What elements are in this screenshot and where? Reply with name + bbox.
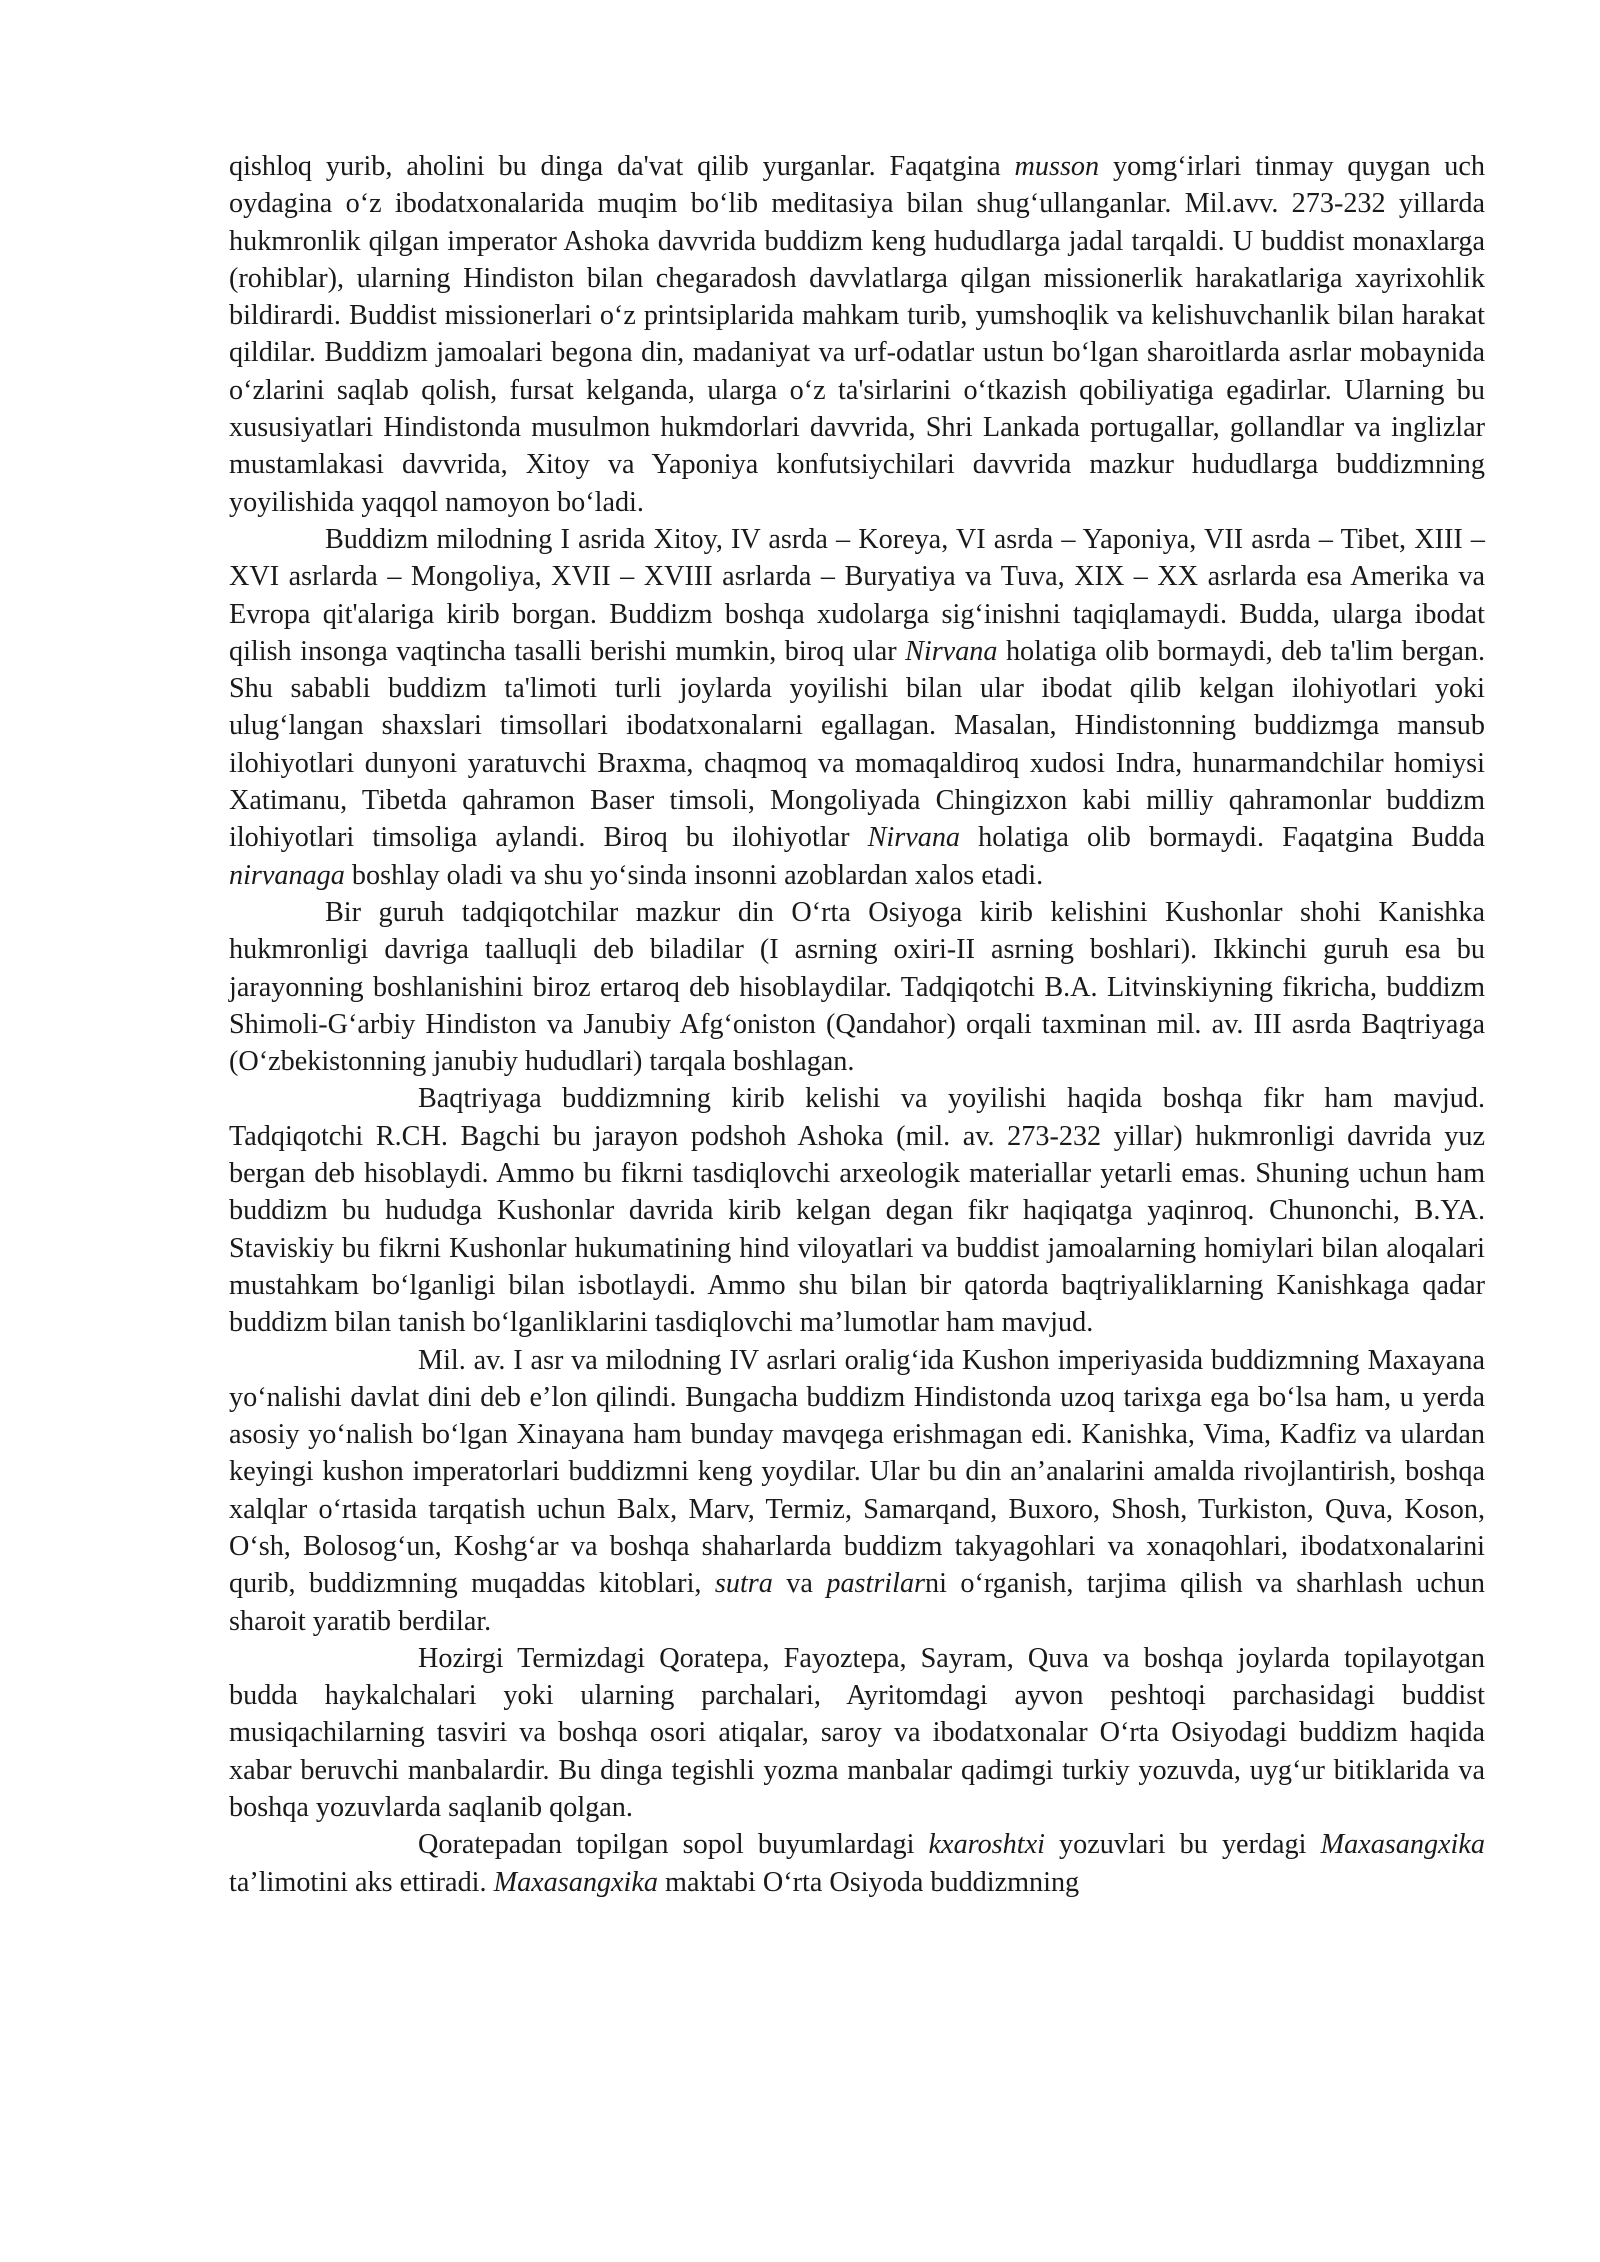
text-run: Mil. av. I asr va milodning IV asrlari oralig‘ida Kushon imperiyasida buddizmning Maxayana yo‘nalishi davlat dini deb e’lon qilindi. Bungacha buddizm Hindistonda uzoq tarixga ega bo‘lsa ham, u yerda asosiy yo‘nalish bo‘lgan Xinayana ham bunday mavqega erishmagan edi. Kanishka, Vima, Kadfiz va ulardan keyingi kushon imperatorlari buddizmni keng yoydilar. Ular bu din an’analarini amalda rivojlantirish, boshqa xalqlar o‘rtasida tarqatish uchun Balx, Marv, Termiz, Samarqand, Buxoro, Shosh, Turkiston, Quva, Koson, O‘sh, Bolosog‘un, Koshg‘ar va boshqa shaharlarda buddizm takyagohlari va xonaqohlari, ibodatxonalarini qurib, buddizmning muqaddas kitoblari,: [229, 1344, 1485, 1600]
italic-term: kxaroshtxi: [928, 1829, 1045, 1861]
text-run: Qoratepadan topilgan sopol buyumlardagi: [418, 1829, 929, 1861]
italic-term: Maxasangxika: [1320, 1829, 1485, 1861]
text-run: boshlay oladi va shu yo‘sinda insonni azoblardan xalos etadi.: [344, 859, 1044, 891]
text-run: va: [772, 1568, 827, 1600]
text-run: ni o‘rganish, tarjima qilish va sharhlash uchun sharoit yaratib berdilar.: [229, 1568, 1485, 1637]
italic-term: Nirvana: [867, 822, 961, 854]
text-run: yomg‘irlari tinmay quygan uch oydagina o‘z ibodatxonalarida muqim bo‘lib meditasiya bilan shug‘ullanganlar. Mil.avv. 273-232 yillarda hukmronlik qilgan imperator Ashoka davvrida buddizm keng hududlarga jadal tarqaldi. U buddist monaxlarga (rohiblar), ularning Hindiston bilan chegaradosh davvlatlarga qilgan missionerlik harakatlariga xayrixohlik bildirardi. Buddist missionerlari o‘z printsiplarida mahkam turib, yumshoqlik va kelishuvchanlik bilan harakat qildilar. Buddizm jamoalari begona din, madaniyat va urf-odatlar ustun bo‘lgan sharoitlarda asrlar mobaynida o‘zlarini saqlab qolish, fursat kelganda, ularga o‘z ta'sirlarini o‘tkazish qobiliyatiga egadirlar. Ularning bu xususiyatlari Hindistonda musulmon hukmdorlari davvrida, Shri Lankada portugallar, gollandlar va inglizlar mustamlakasi davvrida, Xitoy va Yaponiya konfutsiychilari davvrida mazkur hududlarga buddizmning yoyilishida yaqqol namoyon bo‘ladi.: [229, 151, 1485, 518]
text-run: holatiga olib bormaydi, deb ta'lim bergan. Shu sababli buddizm ta'limoti turli joylarda yoyilishi bilan ular ibodat qilib kelgan ilohiyotlari yoki ulug‘langan shaxslari timsollari ibodatxonalarni egallagan. Masalan, Hindistonning buddizmga mansub ilohiyotlari dunyoni yaratuvchi Braxma, chaqmoq va momaqaldiroq xudosi Indra, hunarmandchilar homiysi Xatimanu, Tibetda qahramon Baser timsoli, Mongoliyada Chingizxon kabi milliy qahramonlar buddizm ilohiyotlari timsoliga aylandi. Biroq bu ilohiyotlar: [229, 635, 1485, 854]
paragraph-7: [229, 1826, 1485, 1901]
paragraph-3: [229, 894, 1485, 1080]
text-run: maktabi O‘rta Osiyoda buddizmning: [657, 1866, 1080, 1898]
text-run: Buddizm milodning I asrida Xitoy, IV asrda – Koreya, VI asrda – Yaponiya, VII asrda – Tibet, XIII – XVI asrlarda – Mongoliya, XVII – XVIII asrlarda – Buryatiya va Tuva, XIX – XX asrlarda esa Amerika va Evropa qit'alariga kirib borgan. Buddizm boshqa xudolarga sig‘inishni taqiqlamaydi. Budda, ularga ibodat qilish insonga vaqtincha tasalli berishi mumkin, biroq ular: [229, 523, 1485, 667]
document-page: [229, 148, 1485, 1901]
text-run: holatiga olib bormaydi. Faqatgina Budda: [960, 822, 1485, 854]
italic-term: Maxasangxika: [493, 1866, 658, 1898]
text-run: ta’limotini aks ettiradi.: [229, 1866, 494, 1898]
italic-term: nirvanaga: [229, 859, 345, 891]
italic-term: musson: [1014, 151, 1100, 182]
paragraph-1: [229, 148, 1485, 521]
text-run: Baqtriyaga buddizmning kirib kelishi va yoyilishi haqida boshqa fikr ham mavjud. Tadqiqotchi R.CH. Bagchi bu jarayon podshoh Ashoka (mil. av. 273-232 yillar) hukmronligi davrida yuz bergan deb hisoblaydi. Ammo bu fikrni tasdiqlovchi arxeologik materiallar yetarli emas. Shuning uchun ham buddizm bu hududga Kushonlar davrida kirib kelgan degan fikr haqiqatga yaqinroq. Chunonchi, B.YA. Staviskiy bu fikrni Kushonlar hukumatining hind viloyatlari va buddist jamoalarning homiylari bilan aloqalari mustahkam bo‘lganligi bilan isbotlaydi. Ammo shu bilan bir qatorda baqtriyaliklarning Kanishkaga qadar buddizm bilan tanish bo‘lganliklarini tasdiqlovchi ma’lumotlar ham mavjud.: [229, 1083, 1485, 1339]
text-run: yozuvlari bu yerdagi: [1044, 1829, 1321, 1861]
paragraph-5: [229, 1342, 1485, 1640]
text-run: Hozirgi Termizdagi Qoratepa, Fayoztepa, Sayram, Quva va boshqa joylarda topilayotgan budda haykalchalari yoki ularning parchalari, Ayritomdagi ayvon peshtoqi parchasidagi buddist musiqachilarning tasviri va boshqa osori atiqalar, saroy va ibodatxonalar O‘rta Osiyodagi buddizm haqida xabar beruvchi manbalardir. Bu dinga tegishli yozma manbalar qadimgi turkiy yozuvda, uyg‘ur bitiklarida va boshqa yozuvlarda saqlanib qolgan.: [229, 1642, 1485, 1824]
paragraph-4: [229, 1080, 1485, 1341]
paragraph-2: [229, 521, 1485, 894]
italic-term: pastrilar: [826, 1568, 926, 1600]
text-run: Bir guruh tadqiqotchilar mazkur din O‘rta Osiyoga kirib kelishini Kushonlar shohi Kanishka hukmronligi davriga taalluqli deb biladilar (I asrning oxiri-II asrning boshlari). Ikkinchi guruh esa bu jarayonning boshlanishini biroz ertaroq deb hisoblaydilar. Tadqiqotchi B.A. Litvinskiyning fikricha, buddizm Shimoli-G‘arbiy Hindiston va Janubiy Afg‘oniston (Qandahor) orqali taxminan mil. av. III asrda Baqtriyaga (O‘zbekistonning janubiy hududlari) tarqala boshlagan.: [229, 896, 1485, 1078]
text-run: qishloq yurib, aholini bu dinga da'vat qilib yurganlar. Faqatgina: [229, 151, 1015, 182]
italic-term: sutra: [714, 1568, 773, 1600]
paragraph-6: [229, 1640, 1485, 1826]
italic-term: Nirvana: [905, 635, 998, 667]
